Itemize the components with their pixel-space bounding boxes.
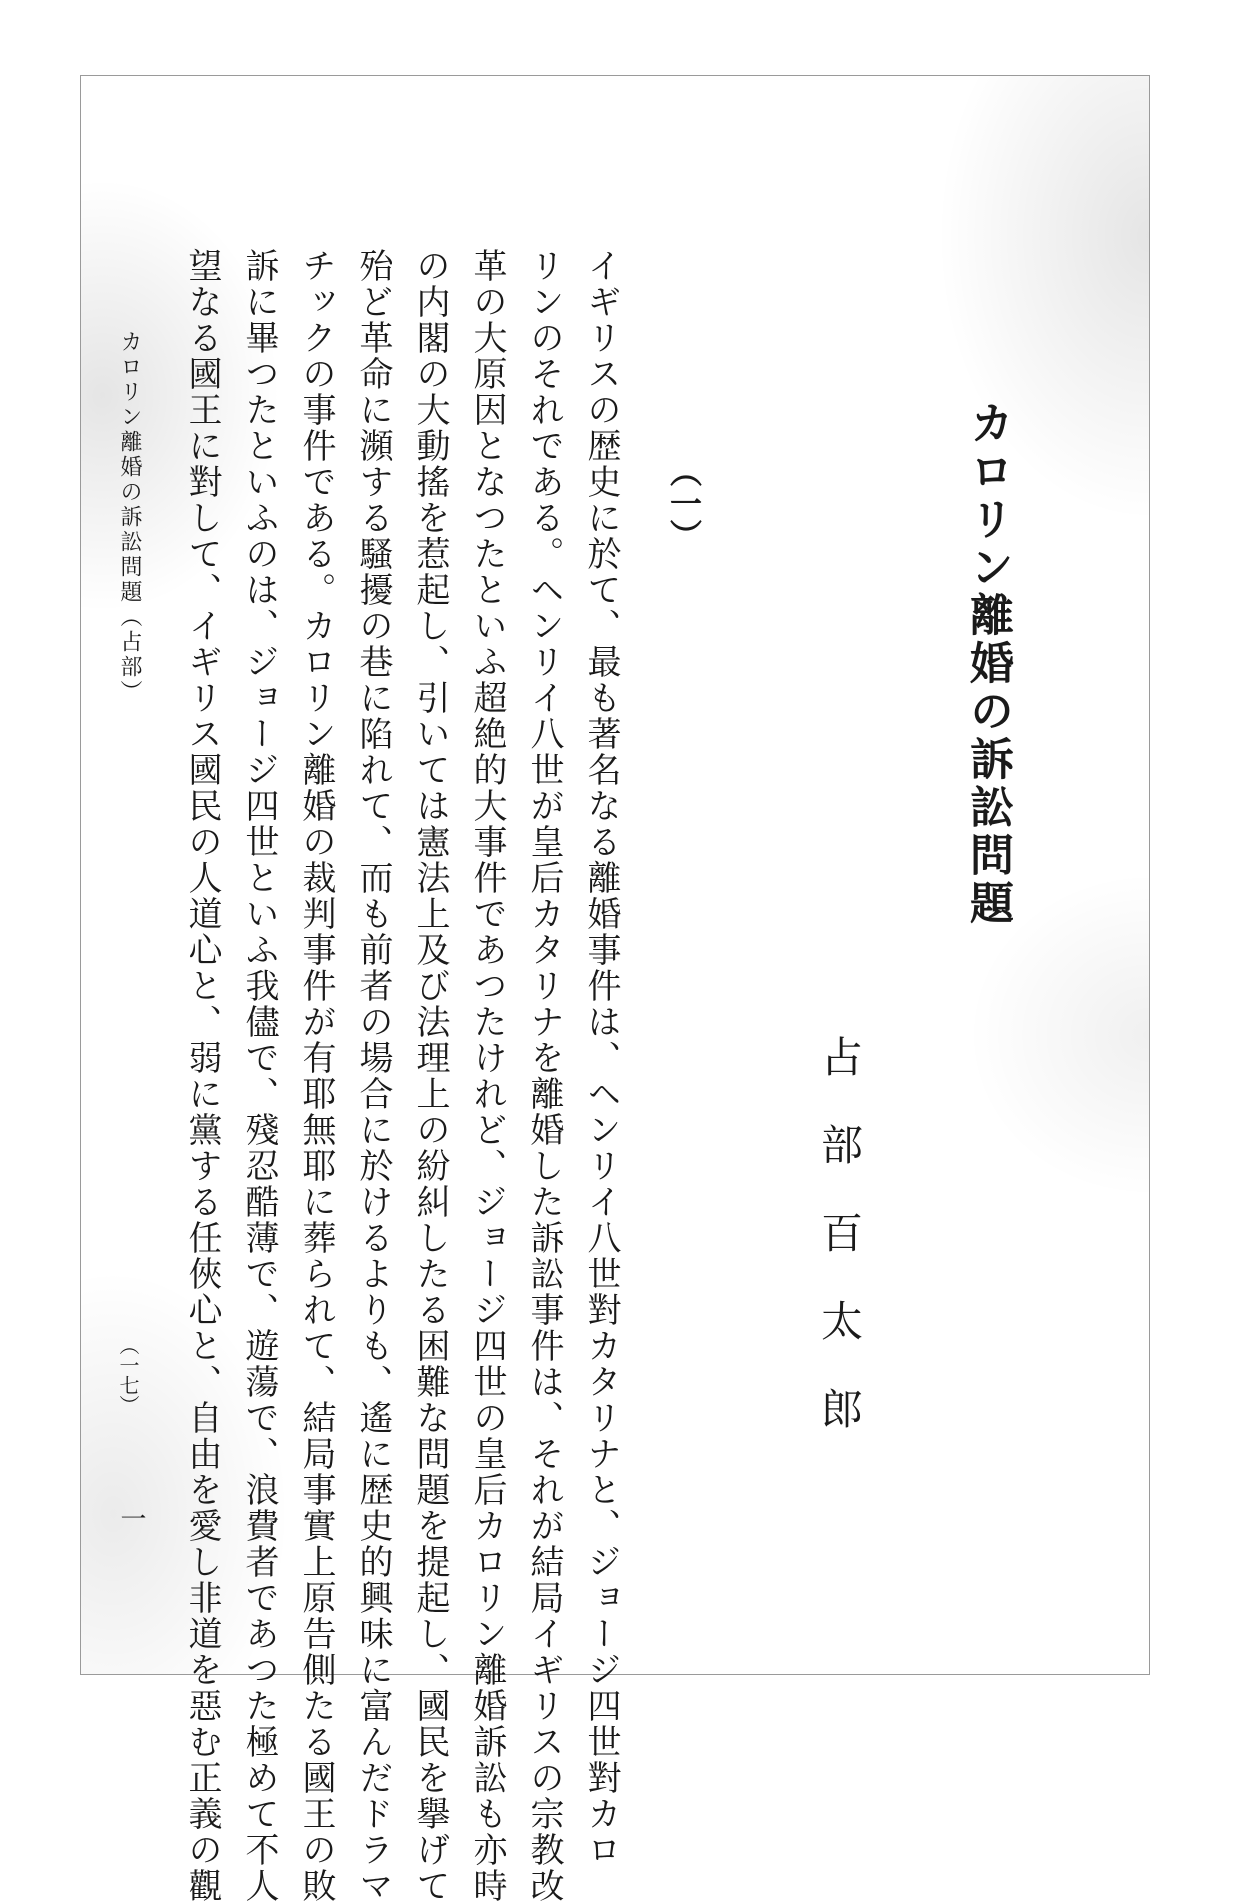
body-text-line: 革の大原因となつたといふ超絶的大事件であつたけれど、ジョージ四世の皇后カロリン離婚訴訟も亦時 bbox=[467, 248, 507, 1904]
sequence-number: （一七） bbox=[116, 1335, 140, 1415]
body-text-line: 訴に畢つたといふのは、ジョージ四世といふ我儘で、殘忍酷薄で、遊蕩で、浪費者であつた極めて不人 bbox=[239, 248, 279, 1904]
body-text-line: 殆ど革命に瀕する騷擾の巷に陷れて、而も前者の場合に於けるよりも、遙に歴史的興味に富んだドラマ bbox=[353, 248, 393, 1904]
body-text-line: チックの事件である。カロリン離婚の裁判事件が有耶無耶に葬られて、結局事實上原告側たる國王の敗 bbox=[296, 248, 336, 1904]
page-number: 一 bbox=[116, 1505, 146, 1531]
article-title: カロリン離婚の訴訟問題 bbox=[962, 400, 1013, 928]
body-text-line: 望なる國王に對して、イギリス國民の人道心と、弱に黨する任俠心と、自由を愛し非道を惡む正義の觀 bbox=[182, 248, 222, 1904]
body-text-line: イギリスの歴史に於て、最も著名なる離婚事件は、ヘンリイ八世對カタリナと、ジョージ四世對カロ bbox=[581, 248, 621, 1868]
running-head: カロリン離婚の訴訟問題（占部） bbox=[117, 330, 142, 705]
author-name: 占部百太郎 bbox=[815, 1035, 864, 1475]
section-heading: （一） bbox=[665, 455, 703, 551]
body-text-line: の内閣の大動搖を惹起し、引いては憲法上及び法理上の紛糾したる困難な問題を提起し、國民を擧げて bbox=[410, 248, 450, 1904]
body-text-line: リンのそれである。ヘンリイ八世が皇后カタリナを離婚した訴訟事件は、それが結局イギリスの宗教改 bbox=[524, 248, 564, 1904]
